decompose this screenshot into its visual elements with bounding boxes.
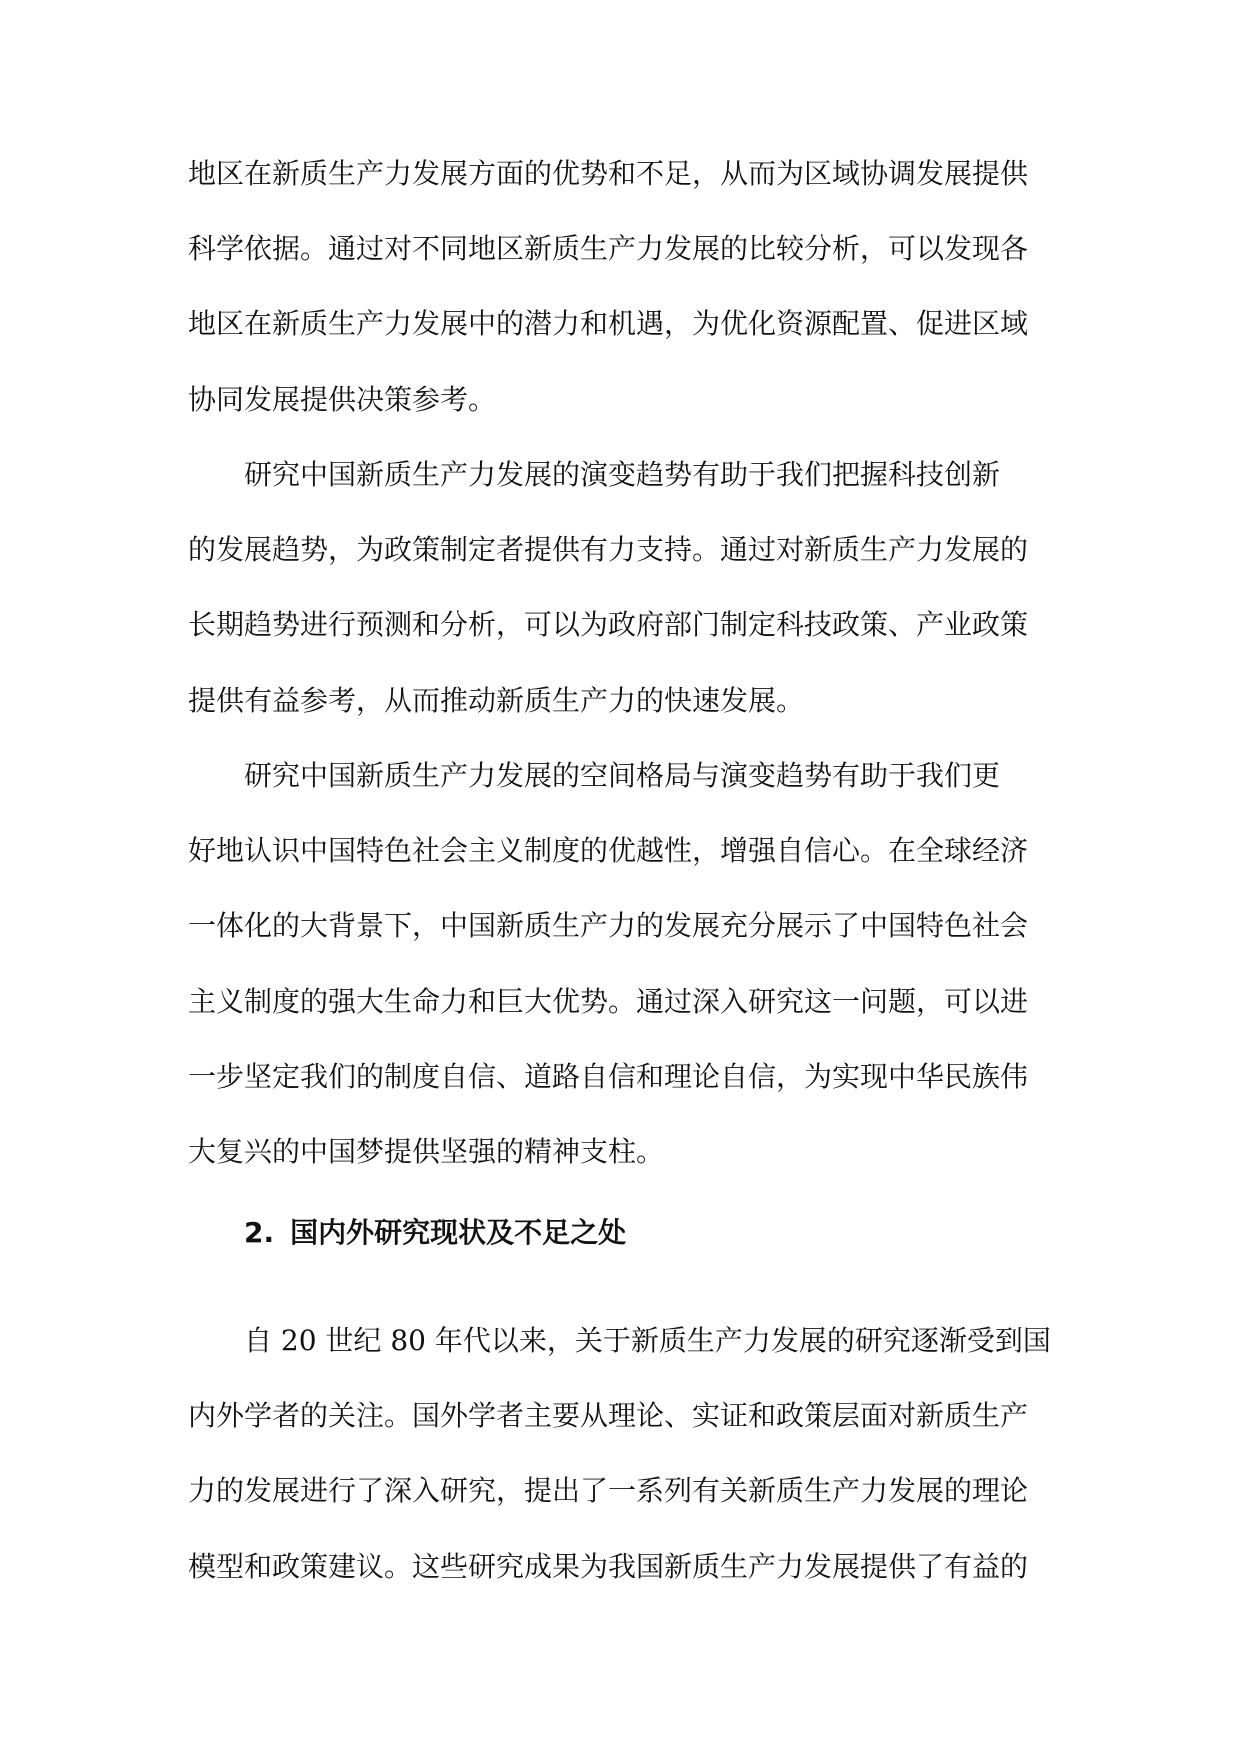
section-number: 2. [244,1216,275,1249]
paragraph-line: 一体化的大背景下，中国新质生产力的发展充分展示了中国特色社会 [188,909,1029,943]
paragraph-line: 好地认识中国特色社会主义制度的优越性，增强自信心。在全球经济 [188,834,1029,868]
paragraph-line: 地区在新质生产力发展中的潜力和机遇，为优化资源配置、促进区域 [188,307,1029,341]
paragraph-line: 一步坚定我们的制度自信、道路自信和理论自信，为实现中华民族伟 [188,1059,1029,1093]
paragraph-line: 研究中国新质生产力发展的空间格局与演变趋势有助于我们更 [244,759,1001,792]
paragraph-line: 长期趋势进行预测和分析，可以为政府部门制定科技政策、产业政策 [188,608,1029,642]
paragraph-line: 主义制度的强大生命力和巨大优势。通过深入研究这一问题，可以进 [188,984,1029,1018]
paragraph-line: 提供有益参考，从而推动新质生产力的快速发展。 [188,683,805,717]
paragraph-line: 内外学者的关注。国外学者主要从理论、实证和政策层面对新质生产 [188,1399,1029,1433]
paragraph-line: 科学依据。通过对不同地区新质生产力发展的比较分析，可以发现各 [188,232,1029,266]
paragraph-line: 地区在新质生产力发展方面的优势和不足，从而为区域协调发展提供 [188,157,1029,190]
paragraph-line: 的发展趋势，为政策制定者提供有力支持。通过对新质生产力发展的 [188,533,1029,567]
section-title: 国内外研究现状及不足之处 [290,1216,627,1249]
paragraph-line: 力的发展进行了深入研究，提出了一系列有关新质生产力发展的理论 [188,1474,1029,1508]
paragraph-line: 协同发展提供决策参考。 [188,382,497,416]
paragraph-line: 自 20 世纪 80 年代以来，关于新质生产力发展的研究逐渐受到国 [244,1324,1051,1357]
paragraph-line: 大复兴的中国梦提供坚强的精神支柱。 [188,1135,665,1169]
paragraph-line: 模型和政策建议。这些研究成果为我国新质生产力发展提供了有益的 [188,1549,1029,1583]
paragraph-research-status [188,1303,1052,1604]
paragraph-spatial-pattern [188,738,1052,1189]
paragraph-regional-advantages [188,136,1052,437]
paragraph-line: 研究中国新质生产力发展的演变趋势有助于我们把握科技创新 [244,458,1001,491]
paragraph-evolution-trend [188,437,1052,738]
section-heading [244,1203,626,1263]
